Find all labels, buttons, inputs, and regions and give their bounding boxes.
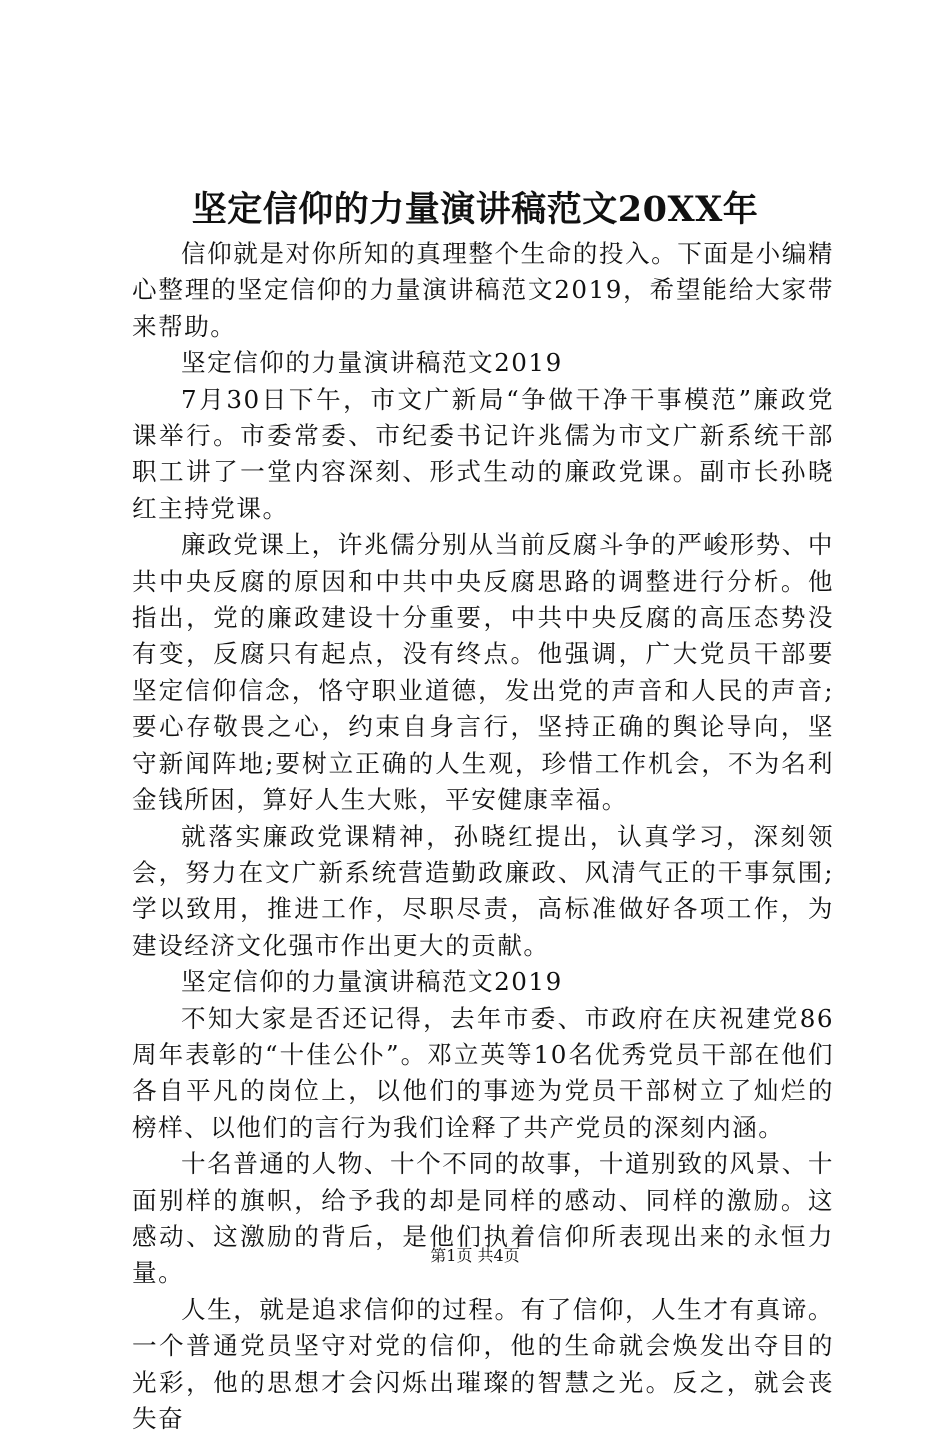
body-paragraph: 不知大家是否还记得，去年市委、市政府在庆祝建党86周年表彰的“十佳公仆”。邓立英等10名优秀党员干部在他们各自平凡的岗位上，以他们的事迹为党员干部树立了灿烂的榜样、以他们的言行为我们诠释了共产党员的深刻内涵。 — [132, 1003, 834, 1142]
page-footer: 第1页 共4页 — [430, 1246, 520, 1265]
body-paragraph: 7月30日下午，市文广新局“争做干净干事模范”廉政党课举行。市委常委、市纪委书记许兆儒为市文广新系统干部职工讲了一堂内容深刻、形式生动的廉政党课。副市长孙晓红主持党课。 — [132, 384, 834, 523]
section-heading: 坚定信仰的力量演讲稿范文2019 — [181, 967, 563, 997]
body-paragraph: 就落实廉政党课精神，孙晓红提出，认真学习，深刻领会，努力在文广新系统营造勤政廉政、风清气正的干事氛围;学以致用，推进工作，尽职尽责，高标准做好各项工作，为建设经济文化强市作出更大的贡献。 — [132, 821, 834, 960]
body-paragraph: 十名普通的人物、十个不同的故事，十道别致的风景、十面别样的旗帜，给予我的却是同样的感动、同样的激励。这感动、这激励的背后，是他们执着信仰所表现出来的永恒力量。 — [132, 1149, 834, 1288]
body-paragraph: 廉政党课上，许兆儒分别从当前反腐斗争的严峻形势、中共中央反腐的原因和中共中央反腐思路的调整进行分析。他指出，党的廉政建设十分重要，中共中央反腐的高压态势没有变，反腐只有起点，没有终点。他强调，广大党员干部要坚定信仰信念，恪守职业道德，发出党的声音和人民的声音;要心存敬畏之心，约束自身言行，坚持正确的舆论导向，坚守新闻阵地;要树立正确的人生观，珍惜工作机会，不为名利金钱所困，算好人生大账，平安健康幸福。 — [132, 530, 834, 815]
body-paragraph: 人生，就是追求信仰的过程。有了信仰，人生才有真谛。一个普通党员坚守对党的信仰，他的生命就会焕发出夺目的光彩，他的思想才会闪烁出璀璨的智慧之光。反之，就会丧失奋 — [132, 1294, 834, 1433]
document-title: 坚定信仰的力量演讲稿范文20XX年 — [191, 189, 759, 230]
intro-paragraph: 信仰就是对你所知的真理整个生命的投入。下面是小编精心整理的坚定信仰的力量演讲稿范文2019，希望能给大家带来帮助。 — [132, 239, 834, 341]
section-heading: 坚定信仰的力量演讲稿范文2019 — [181, 348, 563, 378]
